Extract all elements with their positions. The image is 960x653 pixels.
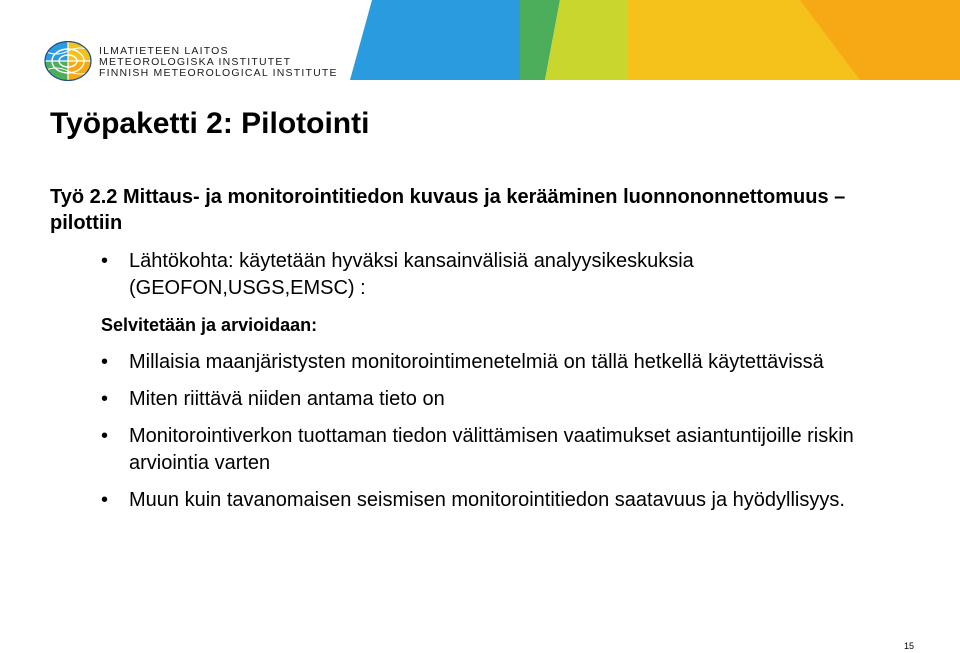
bullet-icon: •: [101, 250, 109, 272]
bullet-icon: •: [101, 388, 109, 410]
evaluation-list: [101, 349, 901, 524]
fmi-logo-icon: [44, 41, 92, 81]
list-item-text: Miten riittävä niiden antama tieto on: [129, 388, 445, 410]
list-item-text: Lähtökohta: käytetään hyväksi kansainvälisiä analyysikeskuksia (GEOFON,USGS,EMSC) :: [129, 250, 694, 299]
section-heading: Selvitetään ja arvioidaan:: [101, 315, 318, 335]
banner-stripe-blue: [350, 0, 520, 80]
bullet-icon: •: [101, 351, 109, 373]
starting-point-list: [101, 248, 901, 302]
logo-text-line-1: ILMATIETEEN LAITOS: [99, 45, 229, 57]
list-item-text: Monitorointiverkon tuottaman tiedon välittämisen vaatimukset asiantuntijoille riskin arviointia varten: [129, 425, 854, 474]
list-item: [101, 386, 901, 413]
bullet-icon: •: [101, 425, 109, 447]
logo-text-line-2: METEOROLOGISKA INSTITUTET: [99, 56, 292, 68]
list-item-text: Muun kuin tavanomaisen seismisen monitorointitiedon saatavuus ja hyödyllisyys.: [129, 489, 845, 511]
list-item-text: Millaisia maanjäristysten monitorointimenetelmiä on tällä hetkellä käytettävissä: [129, 351, 824, 373]
logo-text-line-3: FINNISH METEOROLOGICAL INSTITUTE: [99, 67, 338, 79]
page-number: 15: [904, 641, 915, 651]
slide-subtitle: Työ 2.2 Mittaus- ja monitorointitiedon kuvaus ja kerääminen luonnononnettomuus –pilottiin: [50, 186, 846, 234]
list-item: [101, 487, 901, 514]
list-item: [101, 349, 901, 376]
list-item: [101, 248, 901, 302]
slide-title: Työpaketti 2: Pilotointi: [50, 107, 370, 140]
bullet-icon: •: [101, 489, 109, 511]
list-item: [101, 423, 901, 477]
